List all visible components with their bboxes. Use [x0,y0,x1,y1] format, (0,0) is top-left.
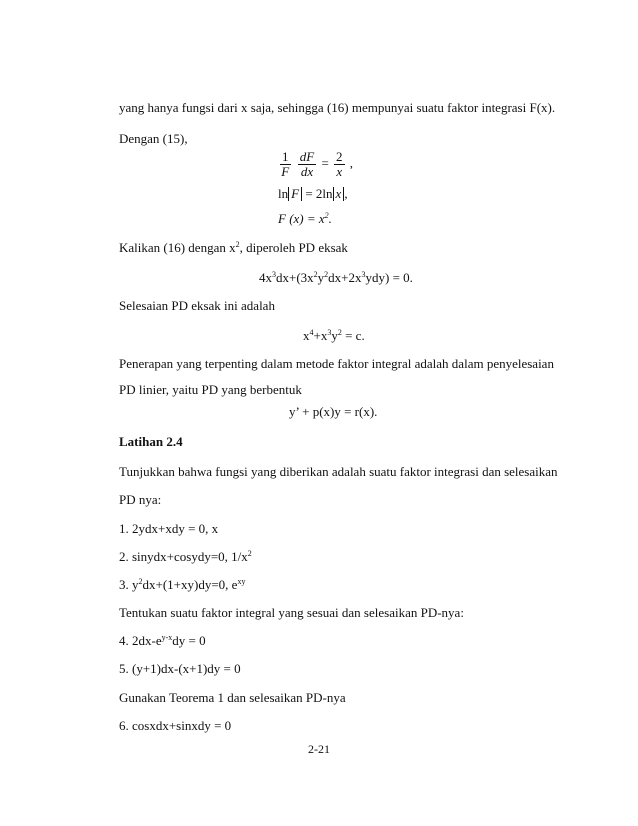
punctuation: . [328,211,332,226]
eq-part: dx+2x [328,270,362,285]
page-number: 2-21 [308,742,330,756]
superscript: 2 [313,270,318,279]
numerator: 1 [282,149,289,164]
paragraph-line: PD nya: [119,492,162,507]
equation-3 [278,211,332,227]
paragraph-line: Dengan (15), [119,131,188,146]
fraction [298,150,316,179]
exercise-item: 5. (y+1)dx-(x+1)dy = 0 [119,661,241,676]
text: 3. y [119,577,139,592]
superscript: xy [237,577,246,586]
text: dx+(1+xy)dy=0, e [142,577,238,592]
exercise-item: 6. cosxdx+sinxdy = 0 [119,718,232,733]
paragraph-line: Selesaian PD eksak ini adalah [119,298,275,313]
paragraph-line: yang hanya fungsi dari x saja, sehingga (16) mempunyai suatu faktor integrasi F(x). [119,100,556,115]
eq-part: dx+(3x [276,270,314,285]
eq-part: ydy) = 0. [365,270,413,285]
exercise-item [119,577,245,593]
paragraph-line: Tentukan suatu faktor integral yang sesuai dan selesaikan PD-nya: [119,605,464,620]
equation-2 [278,186,348,202]
denominator: x [336,164,343,179]
exact-pd-equation [259,270,413,286]
fraction [334,150,345,179]
text: 2. sinydx+cosydy=0, 1/x [119,549,248,564]
equation-1 [278,150,353,179]
punctuation: , [349,155,354,171]
superscript: 2 [324,270,329,279]
paragraph-line: Tunjukkan bahwa fungsi yang diberikan adalah suatu faktor integrasi dan selesaikan [119,464,558,479]
linear-pd-equation: y’ + p(x)y = r(x). [289,404,378,419]
punctuation: , [344,186,348,201]
paragraph-line [119,240,348,256]
exercise-item: 1. 2ydx+xdy = 0, x [119,521,219,536]
eq-part: 4x [259,270,272,285]
paragraph-line: Penerapan yang terpenting dalam metode faktor integral adalah dalam penyelesaian [119,356,554,371]
superscript: 2 [138,577,143,586]
equation-text: = 2ln [302,186,333,201]
superscript: 2 [235,240,240,249]
section-heading: Latihan 2.4 [119,434,183,449]
eq-part: = c. [341,328,365,343]
denominator: dx [300,164,314,179]
solution-equation [303,328,365,344]
text: , diperoleh PD eksak [239,240,348,255]
superscript: 2 [337,328,342,337]
text: dy = 0 [172,633,206,648]
eq-part: y [317,270,325,285]
ln-text: ln [278,186,289,201]
denominator: F [281,164,290,179]
eq-part: +x [313,328,328,343]
numerator: 2 [336,149,343,164]
superscript: 4 [309,328,314,337]
exercise-item [119,549,252,565]
exercise-item [119,633,206,649]
equation-text: F (x) = x [278,211,325,226]
abs-value: F [288,187,302,201]
paragraph-line: Gunakan Teorema 1 dan selesaikan PD-nya [119,690,346,705]
superscript: 2 [247,549,252,558]
equals-sign: = [321,155,329,171]
superscript: 3 [272,270,276,279]
superscript: 3 [361,270,366,279]
superscript: y-x [161,633,173,642]
numerator: dF [299,149,315,164]
fraction [280,150,291,179]
text: 4. 2dx-e [119,633,162,648]
superscript: 2 [324,211,329,220]
eq-part: y [331,328,338,343]
paragraph-line: PD linier, yaitu PD yang berbentuk [119,382,302,397]
text: Kalikan (16) dengan x [119,240,236,255]
eq-part: x [303,328,310,343]
superscript: 3 [327,328,332,337]
abs-value: x [333,187,345,201]
